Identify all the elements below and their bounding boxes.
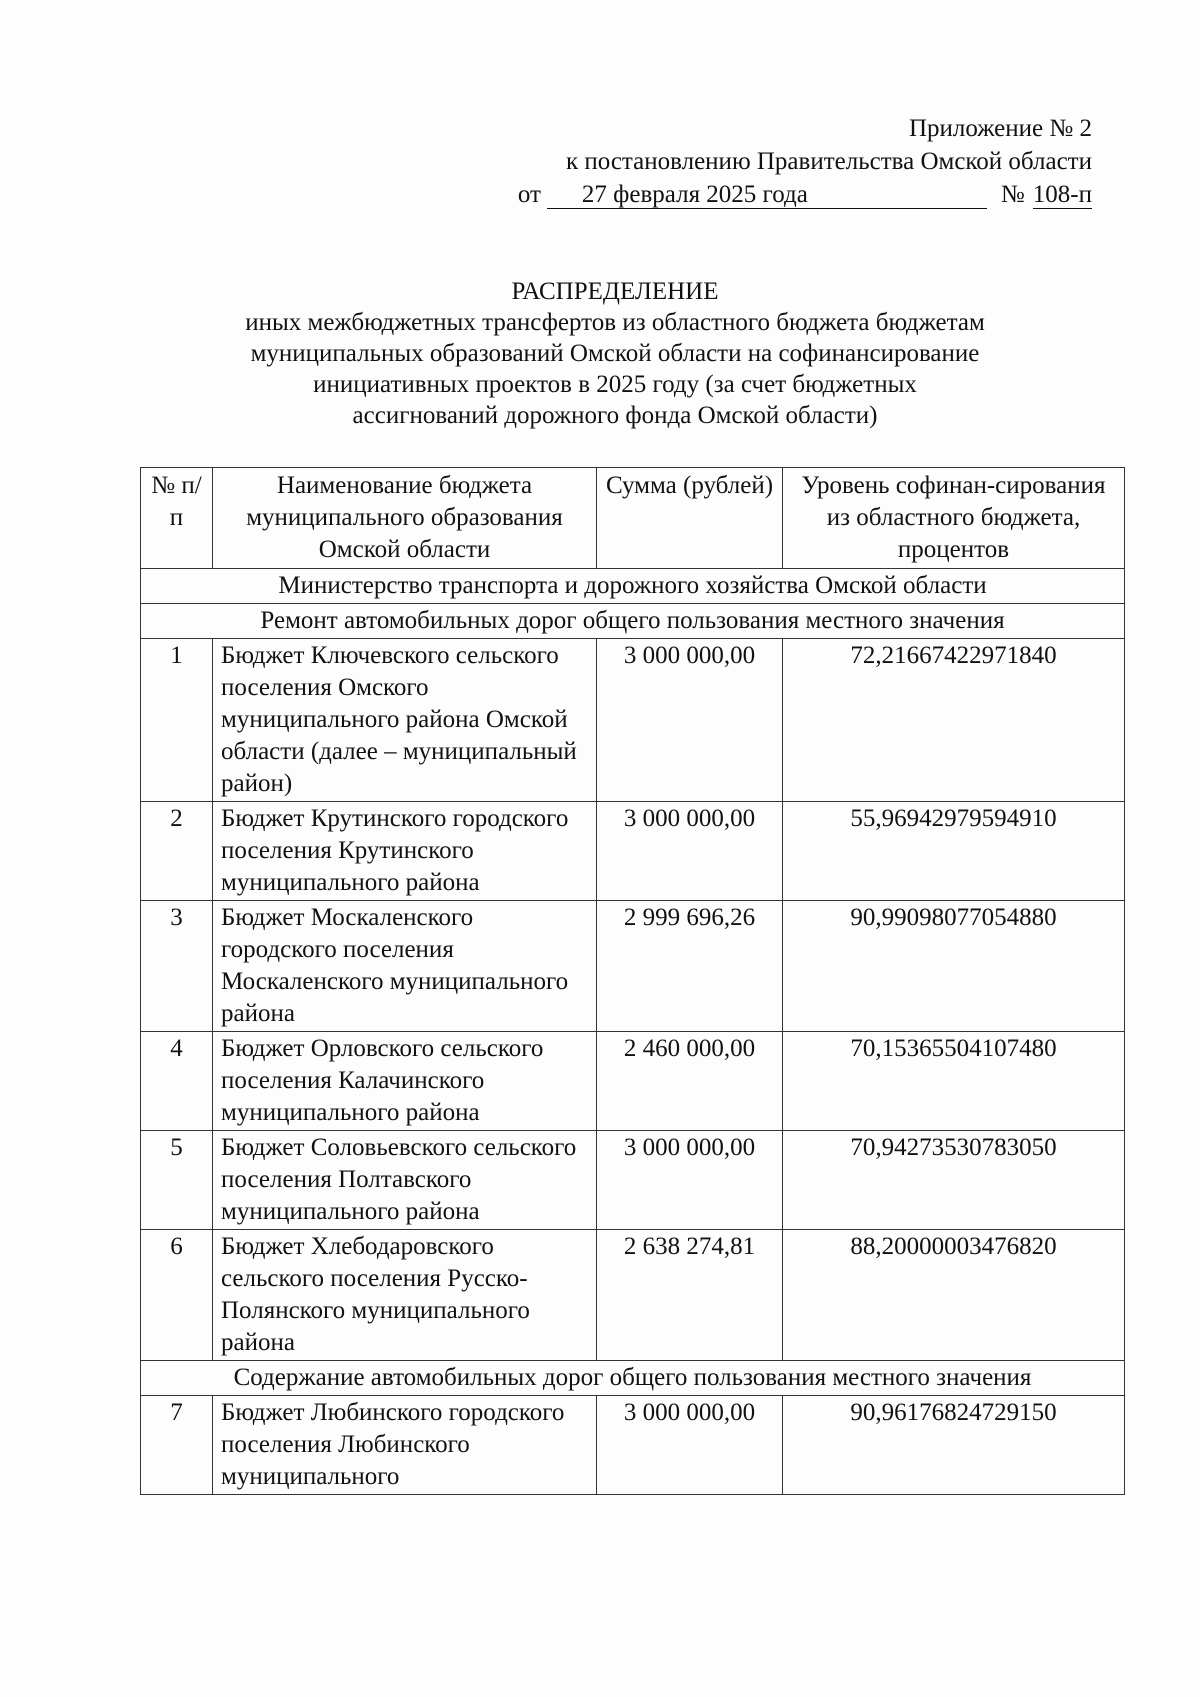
- row-cofinancing-level: 55,96942979594910: [783, 802, 1125, 901]
- table-header-row: [141, 468, 1125, 569]
- row-cofinancing-level: 90,99098077054880: [783, 901, 1125, 1032]
- date-prefix: от: [517, 181, 541, 208]
- row-budget-name: Бюджет Орловского сельского поселения Калачинского муниципального района: [213, 1032, 597, 1131]
- row-cofinancing-level: 88,20000003476820: [783, 1230, 1125, 1361]
- section-title: Содержание автомобильных дорог общего пользования местного значения: [141, 1361, 1125, 1396]
- appendix-header: [472, 112, 1092, 211]
- row-budget-name: Бюджет Москаленского городского поселения Москаленского муниципального района: [213, 901, 597, 1032]
- table-row: [141, 1032, 1125, 1131]
- distribution-table: [140, 467, 1125, 1495]
- row-amount: 2 999 696,26: [597, 901, 783, 1032]
- row-budget-name: Бюджет Хлебодаровского сельского поселения Русско-Полянского муниципального района: [213, 1230, 597, 1361]
- row-number: 5: [141, 1131, 213, 1230]
- row-budget-name: Бюджет Любинского городского поселения Любинского муниципального: [213, 1396, 597, 1495]
- table-row: [141, 1131, 1125, 1230]
- table-row: [141, 639, 1125, 802]
- row-budget-name: Бюджет Соловьевского сельского поселения Полтавского муниципального района: [213, 1131, 597, 1230]
- resolution-date-line: [472, 178, 1092, 211]
- resolution-date: 27 февраля 2025 года: [547, 182, 987, 209]
- table-row: [141, 802, 1125, 901]
- row-amount: 3 000 000,00: [597, 1396, 783, 1495]
- number-prefix: №: [1000, 181, 1025, 208]
- ministry-name: Министерство транспорта и дорожного хозяйства Омской области: [141, 569, 1125, 604]
- header-name: Наименование бюджета муниципального образования Омской области: [213, 468, 597, 569]
- table-row: [141, 901, 1125, 1032]
- title-line: ассигнований дорожного фонда Омской области): [352, 402, 878, 429]
- table-row: [141, 1230, 1125, 1361]
- header-number: № п/п: [141, 468, 213, 569]
- row-cofinancing-level: 72,21667422971840: [783, 639, 1125, 802]
- section-row: [141, 604, 1125, 639]
- row-amount: 3 000 000,00: [597, 802, 783, 901]
- row-number: 6: [141, 1230, 213, 1361]
- document-title: [140, 276, 1090, 431]
- row-number: 4: [141, 1032, 213, 1131]
- row-number: 1: [141, 639, 213, 802]
- title-heading: РАСПРЕДЕЛЕНИЕ: [511, 278, 719, 305]
- row-amount: 3 000 000,00: [597, 1131, 783, 1230]
- row-cofinancing-level: 70,15365504107480: [783, 1032, 1125, 1131]
- resolution-number: 108-п: [1032, 181, 1092, 208]
- header-level: Уровень софинан-сирования из областного бюджета, процентов: [783, 468, 1125, 569]
- row-budget-name: Бюджет Ключевского сельского поселения Омского муниципального района Омской области (далее – муниципальный район): [213, 639, 597, 802]
- table-row: [141, 1396, 1125, 1495]
- title-line: инициативных проектов в 2025 году (за счет бюджетных: [313, 371, 917, 398]
- title-line: муниципальных образований Омской области на софинансирование: [250, 340, 980, 367]
- section-title: Ремонт автомобильных дорог общего пользования местного значения: [141, 604, 1125, 639]
- title-line: иных межбюджетных трансфертов из областного бюджета бюджетам: [245, 309, 985, 336]
- appendix-reference: к постановлению Правительства Омской области: [565, 148, 1092, 175]
- row-budget-name: Бюджет Крутинского городского поселения Крутинского муниципального района: [213, 802, 597, 901]
- row-number: 2: [141, 802, 213, 901]
- section-row: [141, 1361, 1125, 1396]
- ministry-row: [141, 569, 1125, 604]
- header-amount: Сумма (рублей): [597, 468, 783, 569]
- row-amount: 2 460 000,00: [597, 1032, 783, 1131]
- row-cofinancing-level: 70,94273530783050: [783, 1131, 1125, 1230]
- row-number: 3: [141, 901, 213, 1032]
- appendix-number: Приложение № 2: [908, 115, 1092, 142]
- row-number: 7: [141, 1396, 213, 1495]
- row-amount: 2 638 274,81: [597, 1230, 783, 1361]
- row-cofinancing-level: 90,96176824729150: [783, 1396, 1125, 1495]
- row-amount: 3 000 000,00: [597, 639, 783, 802]
